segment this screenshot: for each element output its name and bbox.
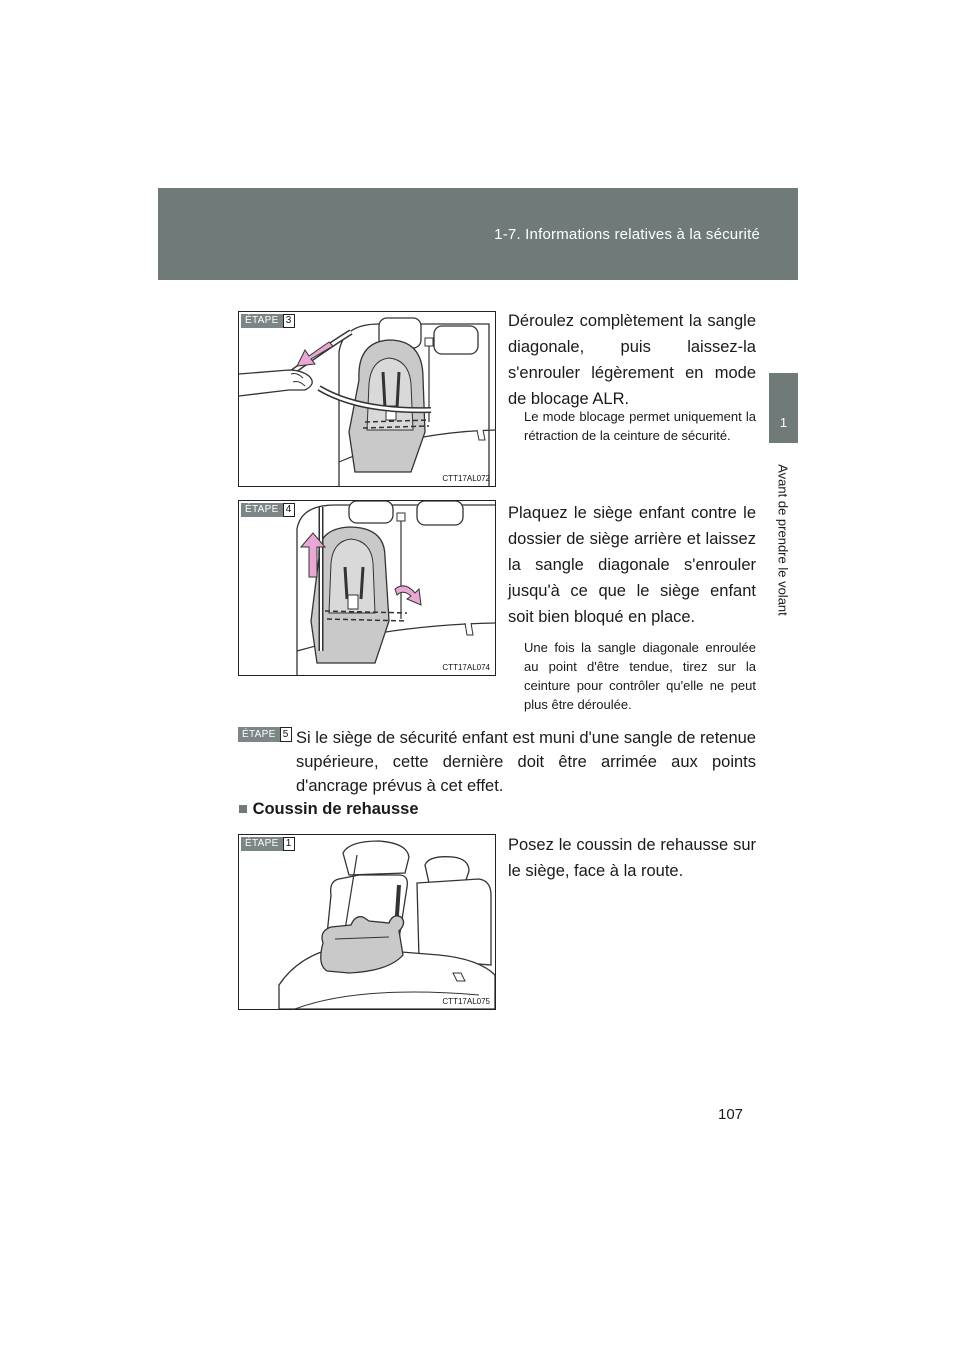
step-tag: ÉTAPE — [238, 727, 280, 742]
booster-step-text: Posez le coussin de rehausse sur le siège, face à la route. — [508, 836, 756, 880]
figure-step-4 — [238, 500, 496, 676]
step-3-note: Le mode blocage permet uniquement la rétraction de la ceinture de sécurité. — [524, 409, 756, 443]
header-band — [158, 188, 798, 280]
section-title: 1-7. Informations relatives à la sécurité — [494, 226, 760, 243]
figure-code: CTT17AL072 — [442, 474, 490, 483]
figure-step-3 — [238, 311, 496, 487]
step-number: 1 — [283, 837, 295, 851]
square-bullet-icon: ■ — [238, 800, 248, 818]
step-3-text: Déroulez complètement la sangle diagonale, puis laissez-la s'enrouler légèrement en mode de blocage ALR. — [508, 312, 756, 408]
chapter-label: Avant de prendre le volant — [775, 464, 791, 616]
section-heading — [238, 800, 419, 819]
figure-code: CTT17AL074 — [442, 663, 490, 672]
page-number: 107 — [718, 1106, 744, 1123]
booster-cushion-illustration — [239, 835, 495, 1009]
step-tag: ÉTAPE — [241, 837, 283, 851]
chapter-tab — [769, 370, 798, 443]
section-heading-text: Coussin de rehausse — [252, 800, 419, 818]
step-badge — [241, 314, 295, 328]
step-number: 4 — [283, 503, 295, 517]
step-number: 3 — [283, 314, 295, 328]
step-4-note: Une fois la sangle diagonale enroulée au point d'être tendue, tirez sur la ceinture pour contrôler qu'elle ne peut plus être déroulée. — [524, 640, 756, 712]
step-badge — [241, 837, 295, 851]
step-badge-5 — [238, 727, 292, 742]
figure-code: CTT17AL075 — [442, 997, 490, 1006]
step-5-text: Si le siège de sécurité enfant est muni d'une sangle de retenue supérieure, cette dernière doit être arrimée aux points d'ancrage prévus à cet effet. — [296, 729, 756, 795]
step-badge — [241, 503, 295, 517]
step-4-text: Plaquez le siège enfant contre le dossier de siège arrière et laissez la sangle diagonale s'enrouler jusqu'à ce que le siège enfant soit bien bloqué en place. — [508, 504, 756, 626]
chapter-number: 1 — [779, 415, 788, 430]
figure-booster-step-1 — [238, 834, 496, 1010]
step-tag: ÉTAPE — [241, 314, 283, 328]
child-seat-belt-illustration — [239, 312, 495, 486]
step-tag: ÉTAPE — [241, 503, 283, 517]
child-seat-tighten-illustration — [239, 501, 495, 675]
step-number: 5 — [280, 727, 292, 742]
